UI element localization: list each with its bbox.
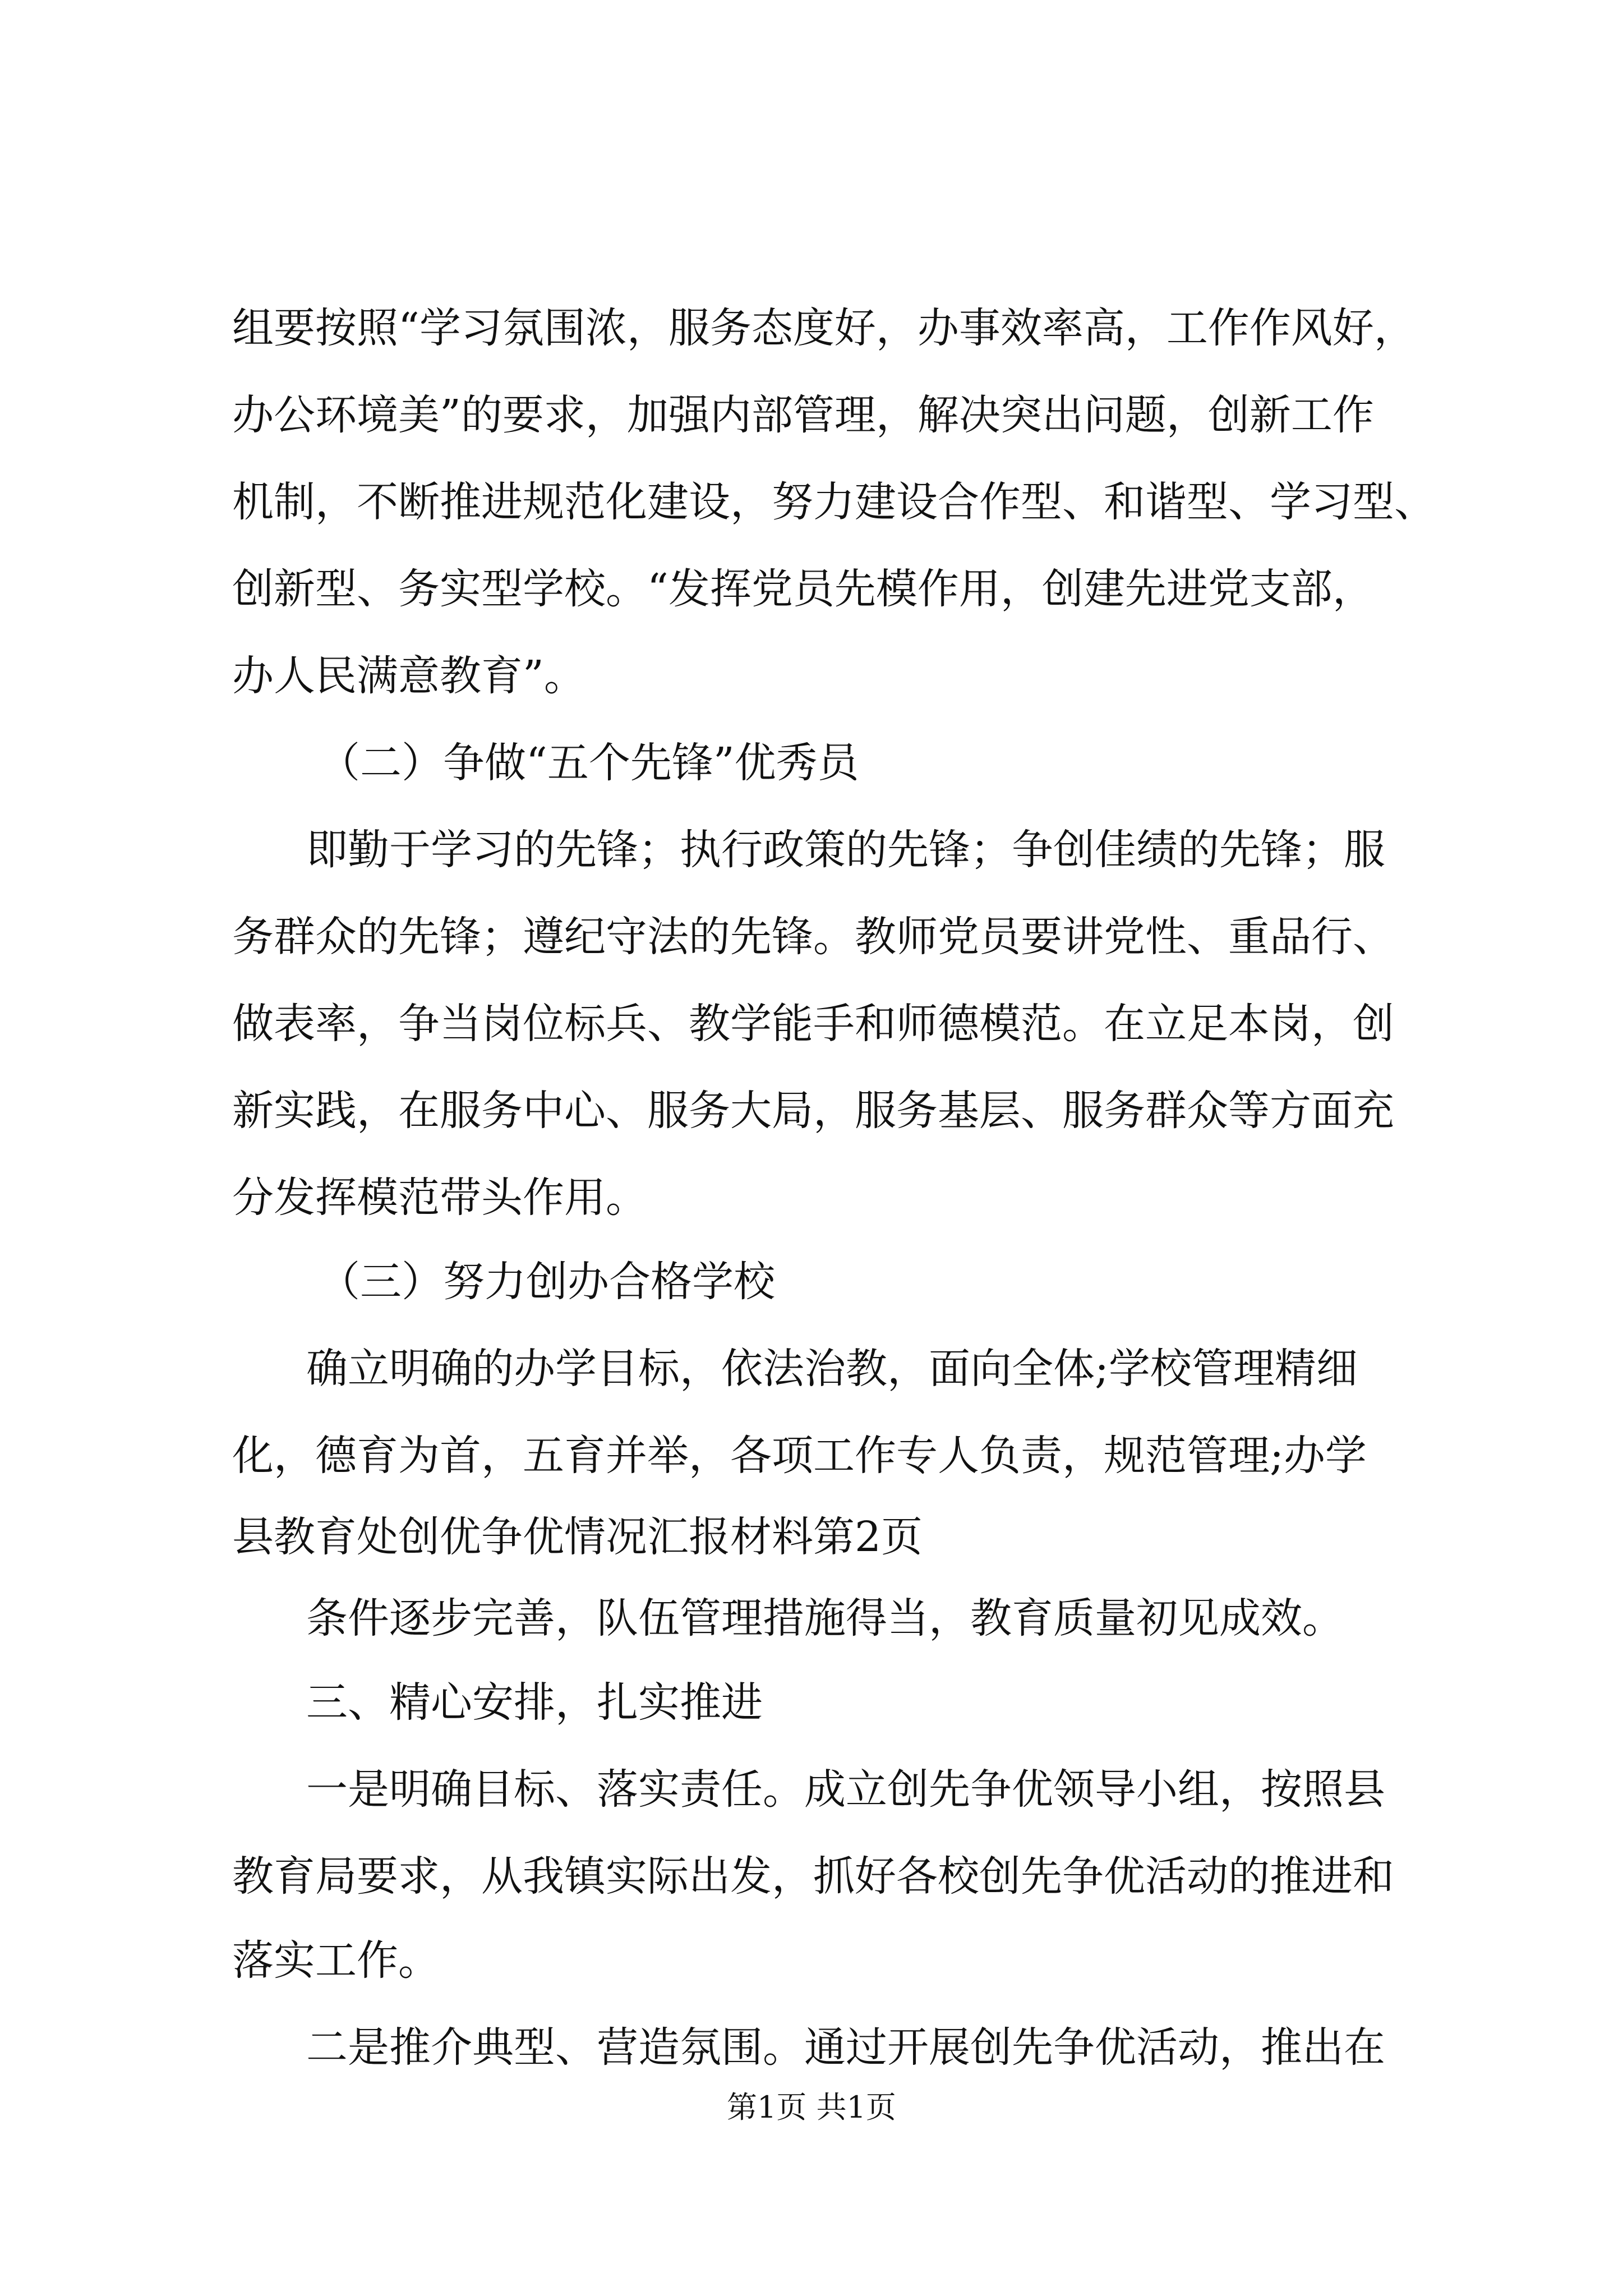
- paragraph-line: 创新型、务实型学校。“发挥党员先模作用，创建先进党支部，: [232, 565, 1374, 613]
- paragraph-line: 条件逐步完善，队伍管理措施得当，教育质量初见成效。: [306, 1594, 1344, 1642]
- paragraph-line: 新实践，在服务中心、服务大局，服务基层、服务群众等方面充: [232, 1087, 1394, 1135]
- paragraph-line: 机制，不断推进规范化建设，努力建设合作型、和谐型、学习型、: [232, 478, 1436, 526]
- paragraph-line: 县教育处创优争优情况汇报材料第2页: [232, 1513, 923, 1561]
- paragraph-line: 确立明确的办学目标，依法治教，面向全体;学校管理精细: [306, 1345, 1358, 1393]
- section-heading: （二）争做“五个先锋”优秀员: [319, 739, 859, 787]
- page-footer: 第1页 共1页: [727, 2090, 896, 2125]
- paragraph-line: 化，德育为首，五育并举，各项工作专人负责，规范管理;办学: [232, 1432, 1367, 1480]
- paragraph-line: 分发挥模范带头作用。: [232, 1174, 647, 1222]
- paragraph-line: 办人民满意教育”。: [232, 652, 585, 700]
- paragraph-line: 务群众的先锋；遵纪守法的先锋。教师党员要讲党性、重品行、: [232, 913, 1394, 961]
- paragraph-line: 组要按照“学习氛围浓，服务态度好，办事效率高，工作作风好，: [232, 304, 1415, 352]
- paragraph-line: 做表率，争当岗位标兵、教学能手和师德模范。在立足本岗，创: [232, 1000, 1394, 1048]
- section-heading: 三、精心安排，扎实推进: [306, 1678, 763, 1727]
- section-heading: （三）努力创办合格学校: [319, 1258, 775, 1306]
- paragraph-line: 落实工作。: [232, 1936, 440, 1985]
- paragraph-line: 即勤于学习的先锋；执行政策的先锋；争创佳绩的先锋；服: [306, 826, 1385, 874]
- paragraph-line: 办公环境美”的要求，加强内部管理，解决突出问题，创新工作: [232, 391, 1374, 439]
- paragraph-line: 教育局要求，从我镇实际出发，抓好各校创先争优活动的推进和: [232, 1852, 1394, 1901]
- paragraph-line: 一是明确目标、落实责任。成立创先争优领导小组，按照县: [306, 1765, 1385, 1814]
- paragraph-line: 二是推介典型、营造氛围。通过开展创先争优活动，推出在: [306, 2023, 1385, 2072]
